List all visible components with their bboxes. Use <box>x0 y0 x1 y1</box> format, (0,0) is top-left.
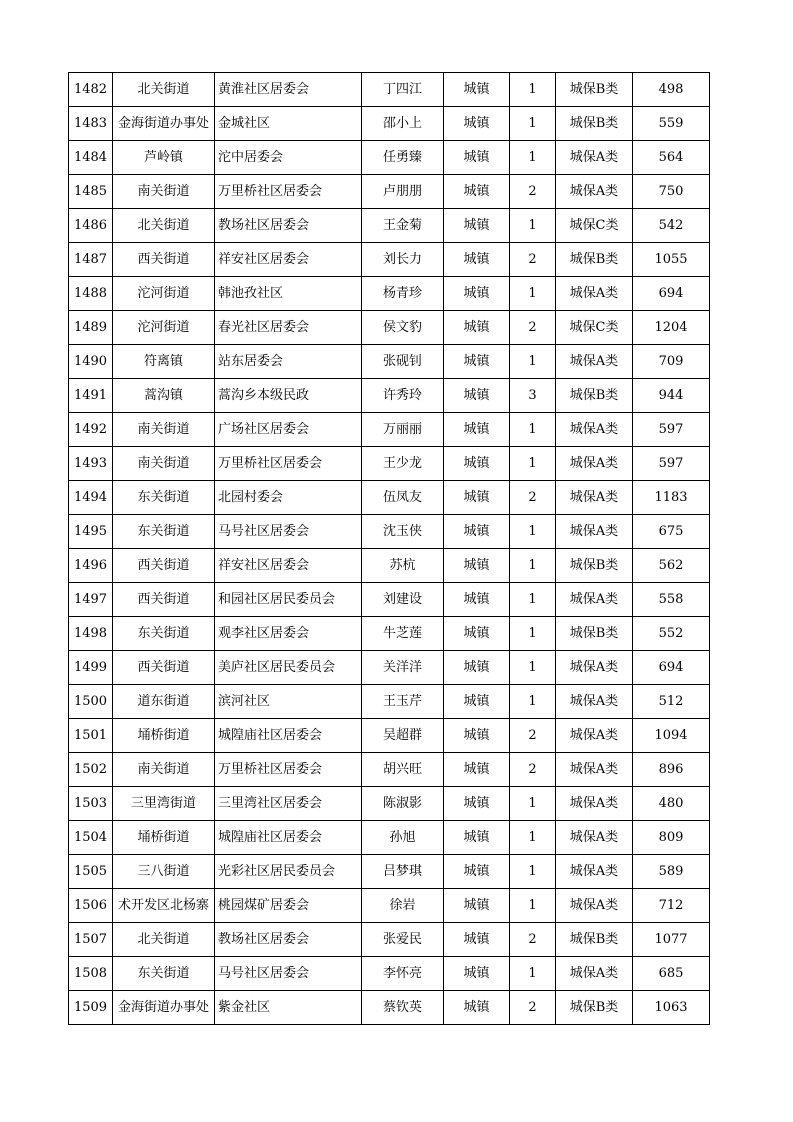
household-count-cell: 1 <box>510 617 556 651</box>
table-row <box>69 277 710 311</box>
category-cell: 城保A类 <box>556 481 633 515</box>
household-count-cell: 2 <box>510 991 556 1025</box>
household-count-cell: 1 <box>510 515 556 549</box>
community-cell: 北园村委会 <box>215 481 362 515</box>
amount-cell: 558 <box>633 583 710 617</box>
name-cell: 张砚钊 <box>362 345 444 379</box>
row-number-cell: 1494 <box>69 481 113 515</box>
table-row <box>69 209 710 243</box>
amount-cell: 1094 <box>633 719 710 753</box>
community-cell: 蒿沟乡本级民政 <box>215 379 362 413</box>
community-cell: 马号社区居委会 <box>215 957 362 991</box>
category-cell: 城保B类 <box>556 617 633 651</box>
area-type-cell: 城镇 <box>444 583 510 617</box>
name-cell: 侯文豹 <box>362 311 444 345</box>
area-type-cell: 城镇 <box>444 855 510 889</box>
community-cell: 教场社区居委会 <box>215 923 362 957</box>
table-row <box>69 243 710 277</box>
household-count-cell: 2 <box>510 753 556 787</box>
household-count-cell: 1 <box>510 821 556 855</box>
household-count-cell: 1 <box>510 413 556 447</box>
amount-cell: 675 <box>633 515 710 549</box>
household-count-cell: 1 <box>510 651 556 685</box>
row-number-cell: 1482 <box>69 73 113 107</box>
area-type-cell: 城镇 <box>444 957 510 991</box>
amount-cell: 809 <box>633 821 710 855</box>
street-cell: 东关街道 <box>113 481 215 515</box>
category-cell: 城保B类 <box>556 243 633 277</box>
community-cell: 万里桥社区居委会 <box>215 753 362 787</box>
household-count-cell: 2 <box>510 481 556 515</box>
category-cell: 城保B类 <box>556 73 633 107</box>
name-cell: 王金菊 <box>362 209 444 243</box>
category-cell: 城保C类 <box>556 311 633 345</box>
row-number-cell: 1498 <box>69 617 113 651</box>
name-cell: 苏杭 <box>362 549 444 583</box>
name-cell: 关洋洋 <box>362 651 444 685</box>
row-number-cell: 1499 <box>69 651 113 685</box>
name-cell: 刘长力 <box>362 243 444 277</box>
household-count-cell: 1 <box>510 583 556 617</box>
amount-cell: 542 <box>633 209 710 243</box>
name-cell: 沈玉侠 <box>362 515 444 549</box>
area-type-cell: 城镇 <box>444 685 510 719</box>
row-number-cell: 1500 <box>69 685 113 719</box>
household-count-cell: 3 <box>510 379 556 413</box>
household-count-cell: 2 <box>510 311 556 345</box>
community-cell: 万里桥社区居委会 <box>215 175 362 209</box>
table-row <box>69 991 710 1025</box>
name-cell: 王少龙 <box>362 447 444 481</box>
table-row <box>69 617 710 651</box>
household-count-cell: 1 <box>510 345 556 379</box>
area-type-cell: 城镇 <box>444 141 510 175</box>
category-cell: 城保A类 <box>556 855 633 889</box>
amount-cell: 685 <box>633 957 710 991</box>
street-cell: 北关街道 <box>113 209 215 243</box>
area-type-cell: 城镇 <box>444 277 510 311</box>
category-cell: 城保B类 <box>556 107 633 141</box>
category-cell: 城保A类 <box>556 515 633 549</box>
household-count-cell: 2 <box>510 923 556 957</box>
amount-cell: 944 <box>633 379 710 413</box>
community-cell: 万里桥社区居委会 <box>215 447 362 481</box>
area-type-cell: 城镇 <box>444 889 510 923</box>
table-row <box>69 787 710 821</box>
community-cell: 祥安社区居委会 <box>215 243 362 277</box>
table-body <box>69 73 710 1025</box>
street-cell: 埇桥街道 <box>113 719 215 753</box>
area-type-cell: 城镇 <box>444 719 510 753</box>
community-cell: 城隍庙社区居委会 <box>215 719 362 753</box>
community-cell: 祥安社区居委会 <box>215 549 362 583</box>
name-cell: 陈淑影 <box>362 787 444 821</box>
name-cell: 胡兴旺 <box>362 753 444 787</box>
household-count-cell: 1 <box>510 787 556 821</box>
amount-cell: 498 <box>633 73 710 107</box>
street-cell: 南关街道 <box>113 753 215 787</box>
amount-cell: 1204 <box>633 311 710 345</box>
household-count-cell: 1 <box>510 107 556 141</box>
community-cell: 广场社区居委会 <box>215 413 362 447</box>
street-cell: 道东街道 <box>113 685 215 719</box>
area-type-cell: 城镇 <box>444 991 510 1025</box>
street-cell: 东关街道 <box>113 617 215 651</box>
amount-cell: 597 <box>633 413 710 447</box>
row-number-cell: 1497 <box>69 583 113 617</box>
household-count-cell: 1 <box>510 447 556 481</box>
area-type-cell: 城镇 <box>444 73 510 107</box>
household-count-cell: 1 <box>510 685 556 719</box>
street-cell: 沱河街道 <box>113 277 215 311</box>
community-cell: 韩池孜社区 <box>215 277 362 311</box>
amount-cell: 552 <box>633 617 710 651</box>
amount-cell: 1077 <box>633 923 710 957</box>
area-type-cell: 城镇 <box>444 243 510 277</box>
records-table <box>68 72 710 1025</box>
category-cell: 城保A类 <box>556 685 633 719</box>
name-cell: 吴超群 <box>362 719 444 753</box>
amount-cell: 597 <box>633 447 710 481</box>
community-cell: 城隍庙社区居委会 <box>215 821 362 855</box>
amount-cell: 709 <box>633 345 710 379</box>
area-type-cell: 城镇 <box>444 481 510 515</box>
table-row <box>69 685 710 719</box>
household-count-cell: 2 <box>510 175 556 209</box>
name-cell: 卢朋朋 <box>362 175 444 209</box>
row-number-cell: 1501 <box>69 719 113 753</box>
household-count-cell: 1 <box>510 141 556 175</box>
category-cell: 城保A类 <box>556 345 633 379</box>
area-type-cell: 城镇 <box>444 413 510 447</box>
area-type-cell: 城镇 <box>444 379 510 413</box>
category-cell: 城保A类 <box>556 787 633 821</box>
row-number-cell: 1489 <box>69 311 113 345</box>
area-type-cell: 城镇 <box>444 923 510 957</box>
community-cell: 光彩社区居民委员会 <box>215 855 362 889</box>
community-cell: 沱中居委会 <box>215 141 362 175</box>
name-cell: 孙旭 <box>362 821 444 855</box>
street-cell: 术开发区北杨寨 <box>113 889 215 923</box>
street-cell: 沱河街道 <box>113 311 215 345</box>
name-cell: 张爱民 <box>362 923 444 957</box>
street-cell: 金海街道办事处 <box>113 107 215 141</box>
street-cell: 金海街道办事处 <box>113 991 215 1025</box>
community-cell: 三里湾社区居委会 <box>215 787 362 821</box>
table-row <box>69 107 710 141</box>
row-number-cell: 1507 <box>69 923 113 957</box>
community-cell: 春光社区居委会 <box>215 311 362 345</box>
category-cell: 城保A类 <box>556 175 633 209</box>
row-number-cell: 1503 <box>69 787 113 821</box>
table-row <box>69 175 710 209</box>
amount-cell: 694 <box>633 277 710 311</box>
row-number-cell: 1484 <box>69 141 113 175</box>
street-cell: 西关街道 <box>113 651 215 685</box>
table-row <box>69 957 710 991</box>
community-cell: 站东居委会 <box>215 345 362 379</box>
row-number-cell: 1491 <box>69 379 113 413</box>
street-cell: 符离镇 <box>113 345 215 379</box>
area-type-cell: 城镇 <box>444 311 510 345</box>
street-cell: 西关街道 <box>113 583 215 617</box>
table-row <box>69 311 710 345</box>
name-cell: 刘建设 <box>362 583 444 617</box>
street-cell: 北关街道 <box>113 73 215 107</box>
household-count-cell: 1 <box>510 73 556 107</box>
name-cell: 牛芝莲 <box>362 617 444 651</box>
street-cell: 西关街道 <box>113 243 215 277</box>
name-cell: 伍凤友 <box>362 481 444 515</box>
category-cell: 城保A类 <box>556 821 633 855</box>
street-cell: 南关街道 <box>113 413 215 447</box>
row-number-cell: 1509 <box>69 991 113 1025</box>
amount-cell: 589 <box>633 855 710 889</box>
row-number-cell: 1508 <box>69 957 113 991</box>
amount-cell: 564 <box>633 141 710 175</box>
area-type-cell: 城镇 <box>444 787 510 821</box>
street-cell: 东关街道 <box>113 515 215 549</box>
amount-cell: 559 <box>633 107 710 141</box>
area-type-cell: 城镇 <box>444 617 510 651</box>
household-count-cell: 2 <box>510 243 556 277</box>
category-cell: 城保A类 <box>556 141 633 175</box>
row-number-cell: 1487 <box>69 243 113 277</box>
name-cell: 杨青珍 <box>362 277 444 311</box>
category-cell: 城保A类 <box>556 957 633 991</box>
category-cell: 城保A类 <box>556 447 633 481</box>
street-cell: 埇桥街道 <box>113 821 215 855</box>
street-cell: 三八街道 <box>113 855 215 889</box>
amount-cell: 750 <box>633 175 710 209</box>
row-number-cell: 1506 <box>69 889 113 923</box>
amount-cell: 512 <box>633 685 710 719</box>
amount-cell: 896 <box>633 753 710 787</box>
table-row <box>69 481 710 515</box>
table-row <box>69 923 710 957</box>
name-cell: 蔡钦英 <box>362 991 444 1025</box>
name-cell: 丁四江 <box>362 73 444 107</box>
area-type-cell: 城镇 <box>444 549 510 583</box>
street-cell: 芦岭镇 <box>113 141 215 175</box>
street-cell: 三里湾街道 <box>113 787 215 821</box>
table-row <box>69 379 710 413</box>
row-number-cell: 1495 <box>69 515 113 549</box>
table-row <box>69 719 710 753</box>
row-number-cell: 1488 <box>69 277 113 311</box>
amount-cell: 562 <box>633 549 710 583</box>
area-type-cell: 城镇 <box>444 651 510 685</box>
table-row <box>69 583 710 617</box>
street-cell: 南关街道 <box>113 447 215 481</box>
amount-cell: 1183 <box>633 481 710 515</box>
table-row <box>69 753 710 787</box>
name-cell: 邵小上 <box>362 107 444 141</box>
table-row <box>69 889 710 923</box>
row-number-cell: 1483 <box>69 107 113 141</box>
row-number-cell: 1493 <box>69 447 113 481</box>
table-row <box>69 73 710 107</box>
street-cell: 蒿沟镇 <box>113 379 215 413</box>
household-count-cell: 1 <box>510 549 556 583</box>
community-cell: 桃园煤矿居委会 <box>215 889 362 923</box>
name-cell: 万丽丽 <box>362 413 444 447</box>
category-cell: 城保A类 <box>556 413 633 447</box>
household-count-cell: 2 <box>510 719 556 753</box>
area-type-cell: 城镇 <box>444 209 510 243</box>
table-row <box>69 345 710 379</box>
table-row <box>69 821 710 855</box>
table-row <box>69 651 710 685</box>
street-cell: 北关街道 <box>113 923 215 957</box>
household-count-cell: 1 <box>510 277 556 311</box>
category-cell: 城保C类 <box>556 209 633 243</box>
row-number-cell: 1502 <box>69 753 113 787</box>
household-count-cell: 1 <box>510 855 556 889</box>
category-cell: 城保B类 <box>556 991 633 1025</box>
household-count-cell: 1 <box>510 209 556 243</box>
street-cell: 南关街道 <box>113 175 215 209</box>
community-cell: 观李社区居委会 <box>215 617 362 651</box>
name-cell: 李怀亮 <box>362 957 444 991</box>
community-cell: 美庐社区居民委员会 <box>215 651 362 685</box>
community-cell: 黄淮社区居委会 <box>215 73 362 107</box>
category-cell: 城保B类 <box>556 923 633 957</box>
category-cell: 城保A类 <box>556 753 633 787</box>
street-cell: 东关街道 <box>113 957 215 991</box>
community-cell: 滨河社区 <box>215 685 362 719</box>
category-cell: 城保A类 <box>556 277 633 311</box>
table-row <box>69 447 710 481</box>
community-cell: 金城社区 <box>215 107 362 141</box>
category-cell: 城保A类 <box>556 651 633 685</box>
row-number-cell: 1486 <box>69 209 113 243</box>
row-number-cell: 1496 <box>69 549 113 583</box>
row-number-cell: 1490 <box>69 345 113 379</box>
area-type-cell: 城镇 <box>444 345 510 379</box>
amount-cell: 1055 <box>633 243 710 277</box>
household-count-cell: 1 <box>510 957 556 991</box>
amount-cell: 1063 <box>633 991 710 1025</box>
name-cell: 徐岩 <box>362 889 444 923</box>
household-count-cell: 1 <box>510 889 556 923</box>
amount-cell: 480 <box>633 787 710 821</box>
street-cell: 西关街道 <box>113 549 215 583</box>
community-cell: 紫金社区 <box>215 991 362 1025</box>
table-row <box>69 141 710 175</box>
name-cell: 许秀玲 <box>362 379 444 413</box>
name-cell: 吕梦琪 <box>362 855 444 889</box>
category-cell: 城保A类 <box>556 719 633 753</box>
area-type-cell: 城镇 <box>444 515 510 549</box>
name-cell: 任勇臻 <box>362 141 444 175</box>
community-cell: 和园社区居民委员会 <box>215 583 362 617</box>
row-number-cell: 1504 <box>69 821 113 855</box>
area-type-cell: 城镇 <box>444 107 510 141</box>
table-row <box>69 515 710 549</box>
category-cell: 城保B类 <box>556 549 633 583</box>
amount-cell: 712 <box>633 889 710 923</box>
table-row <box>69 549 710 583</box>
row-number-cell: 1485 <box>69 175 113 209</box>
row-number-cell: 1505 <box>69 855 113 889</box>
area-type-cell: 城镇 <box>444 175 510 209</box>
area-type-cell: 城镇 <box>444 753 510 787</box>
area-type-cell: 城镇 <box>444 821 510 855</box>
amount-cell: 694 <box>633 651 710 685</box>
name-cell: 王玉芹 <box>362 685 444 719</box>
table-row <box>69 413 710 447</box>
table-row <box>69 855 710 889</box>
community-cell: 马号社区居委会 <box>215 515 362 549</box>
category-cell: 城保B类 <box>556 379 633 413</box>
row-number-cell: 1492 <box>69 413 113 447</box>
community-cell: 教场社区居委会 <box>215 209 362 243</box>
category-cell: 城保A类 <box>556 583 633 617</box>
area-type-cell: 城镇 <box>444 447 510 481</box>
category-cell: 城保A类 <box>556 889 633 923</box>
